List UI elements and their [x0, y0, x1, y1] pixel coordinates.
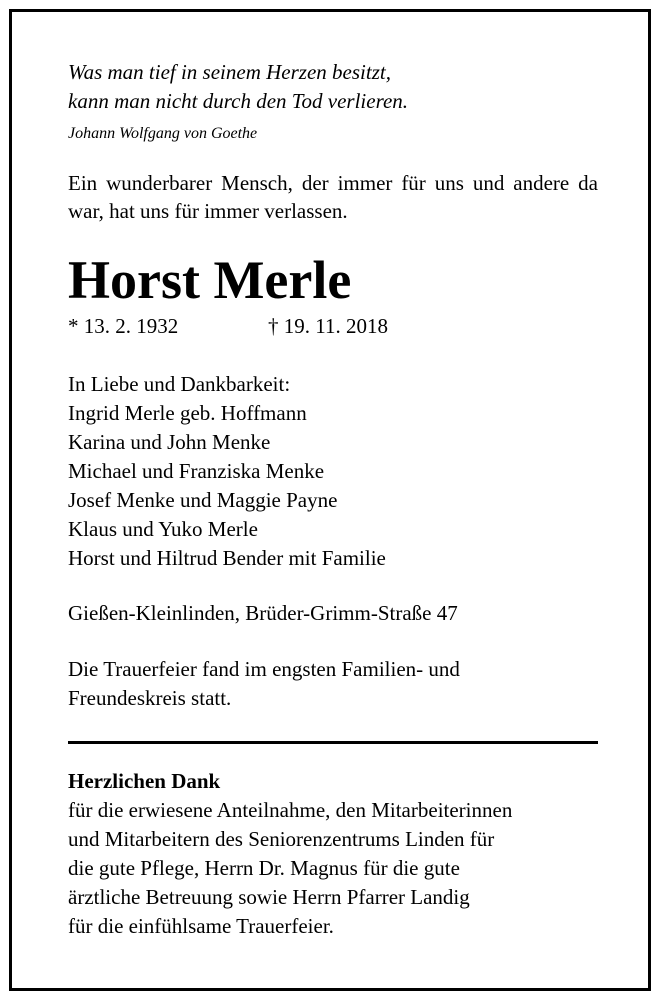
ceremony-line: Freundeskreis statt.: [68, 686, 232, 710]
deceased-name: Horst Merle: [68, 250, 352, 310]
mourners-heading: In Liebe und Dankbarkeit:: [68, 372, 291, 396]
quote-line: kann man nicht durch den Tod verlieren.: [68, 89, 409, 113]
quote-author: Johann Wolfgang von Goethe: [68, 125, 258, 142]
mourner-name: Michael und Franziska Menke: [68, 459, 325, 483]
mourner-name: Horst und Hiltrud Bender mit Familie: [68, 546, 386, 570]
mourner-name: Ingrid Merle geb. Hoffmann: [68, 401, 307, 425]
divider-rule: [68, 741, 598, 744]
birth-date: * 13. 2. 1932: [68, 314, 179, 338]
thanks-line: für die erwiesene Anteilnahme, den Mitarbeiterinnen: [68, 798, 513, 822]
life-dates: [68, 312, 598, 340]
quote-line: Was man tief in seinem Herzen besitzt,: [68, 60, 391, 84]
quote-block: [68, 58, 598, 144]
mourners-list: [68, 370, 598, 573]
mourner-name: Karina und John Menke: [68, 430, 271, 454]
thanks-line: für die einfühlsame Trauerfeier.: [68, 914, 334, 938]
thanks-title: Herzlichen Dank: [68, 769, 221, 793]
address: Gießen-Kleinlinden, Brüder-Grimm-Straße 47: [68, 601, 458, 625]
thanks-line: und Mitarbeitern des Seniorenzentrums Linden für: [68, 827, 495, 851]
ceremony-note: [68, 655, 598, 713]
death-date: † 19. 11. 2018: [268, 314, 388, 338]
intro-text: Ein wunderbarer Mensch, der immer für uns und andere da war, hat uns für immer verlassen.: [68, 171, 598, 223]
mourner-name: Klaus und Yuko Merle: [68, 517, 258, 541]
mourner-name: Josef Menke und Maggie Payne: [68, 488, 338, 512]
thanks-line: die gute Pflege, Herrn Dr. Magnus für die gute: [68, 856, 460, 880]
ceremony-line: Die Trauerfeier fand im engsten Familien- und: [68, 657, 460, 681]
obituary-notice: [68, 58, 598, 941]
thanks-block: [68, 767, 598, 941]
thanks-line: ärztliche Betreuung sowie Herrn Pfarrer Landig: [68, 885, 470, 909]
